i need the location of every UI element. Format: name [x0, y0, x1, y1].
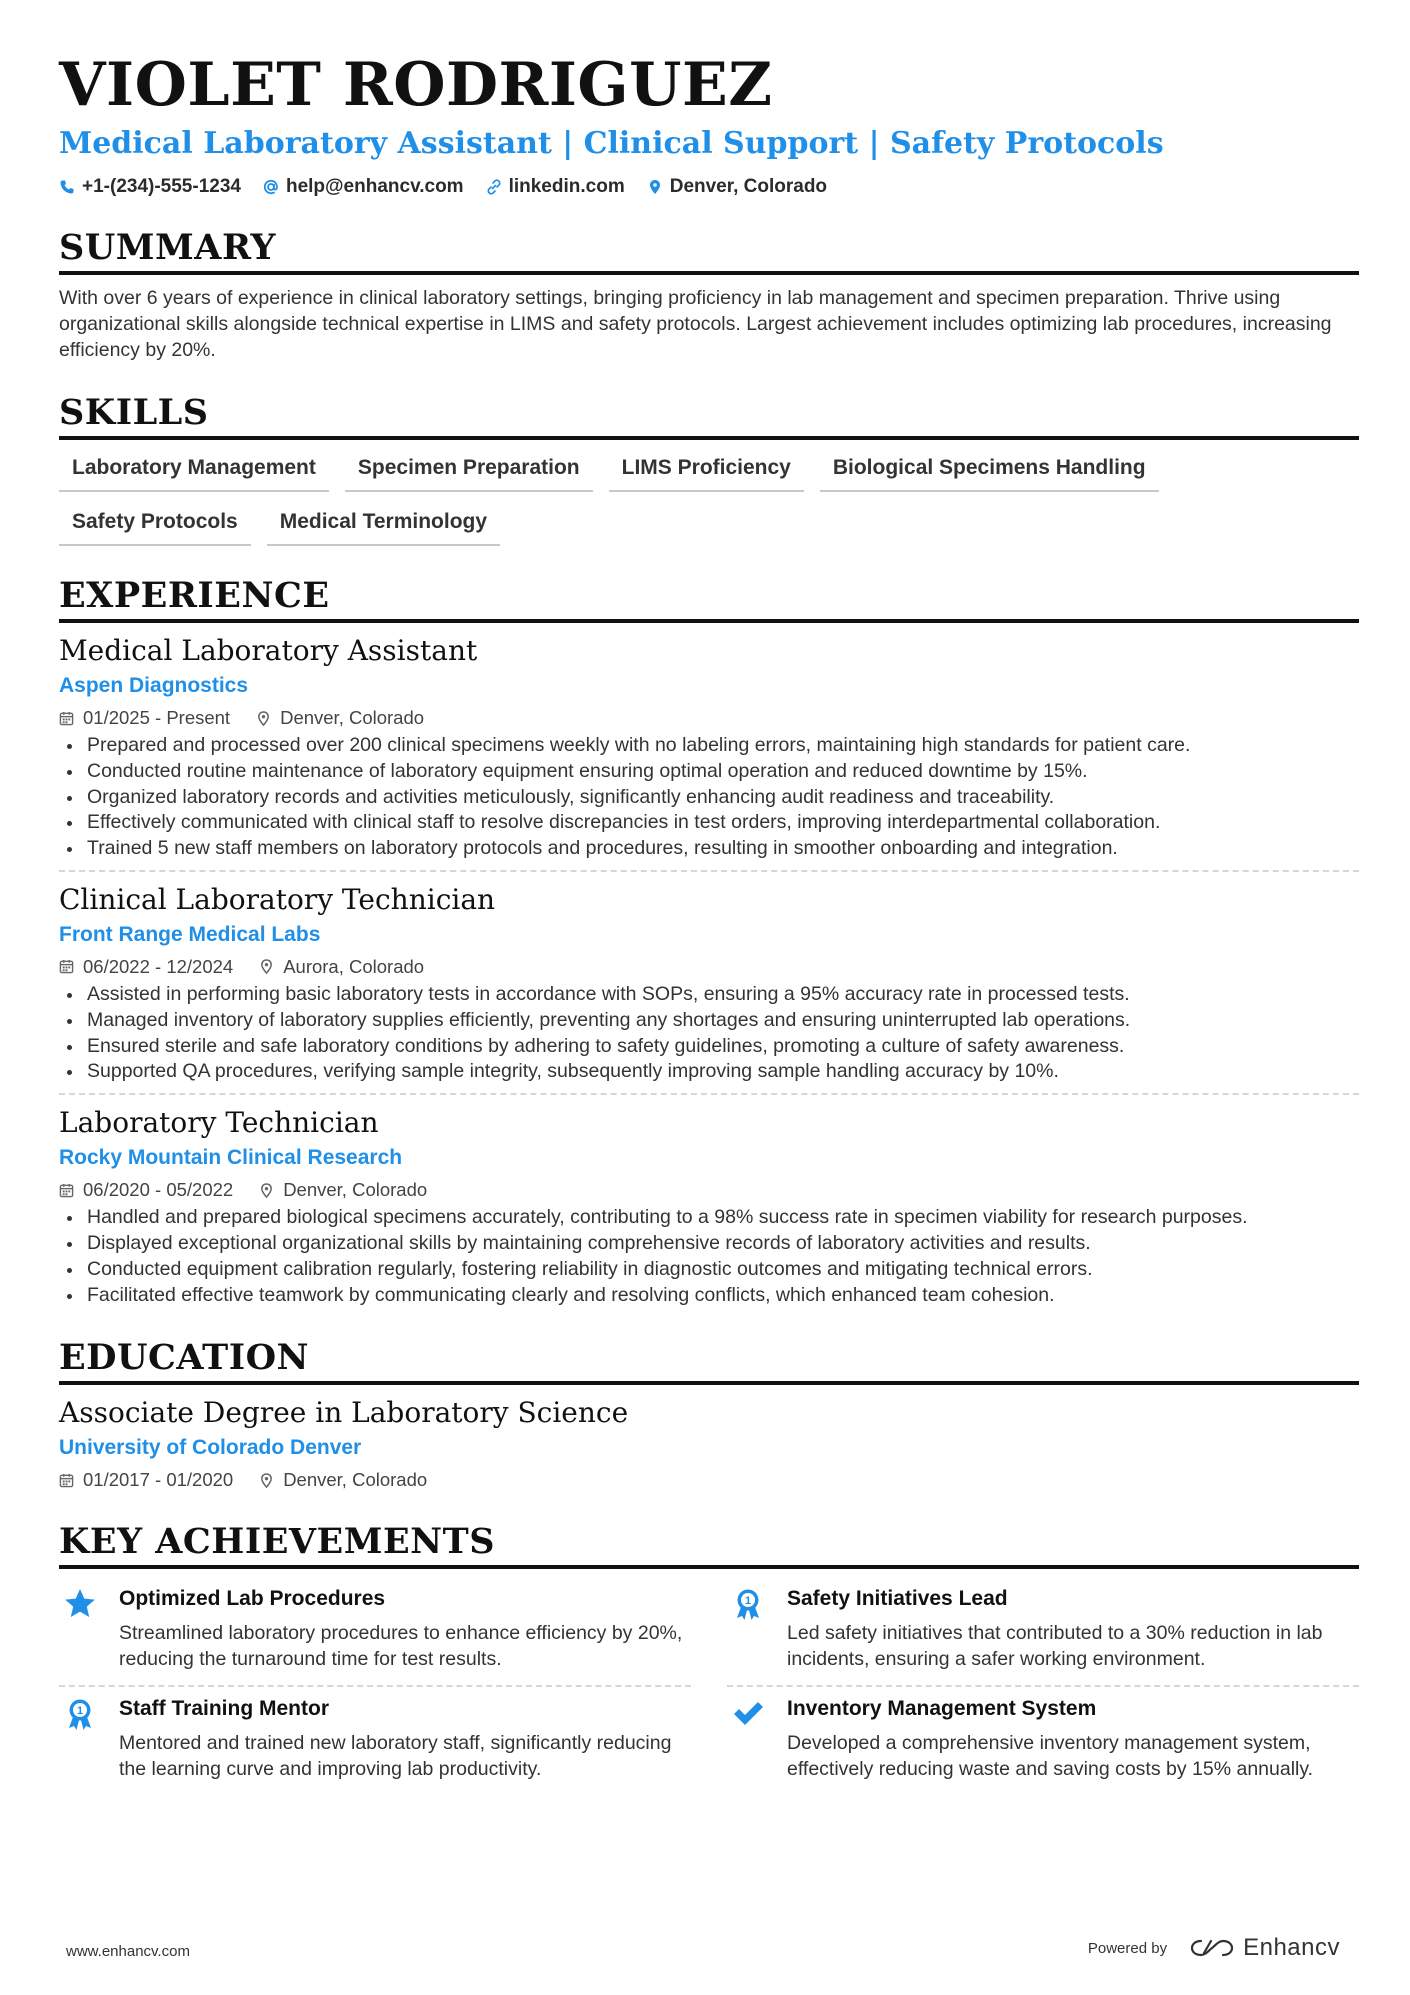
contact-location	[647, 176, 827, 198]
company-name[interactable]: Rocky Mountain Clinical Research	[59, 1146, 403, 1170]
location-pin-icon	[259, 959, 274, 974]
achievement-item	[727, 1687, 1359, 1795]
brand-name: Enhancv	[1243, 1934, 1340, 1961]
achievement-item	[59, 1687, 691, 1795]
list-item: Ensured sterile and safe laboratory conditions by adhering to safety guidelines, promoting a culture of safety awareness.	[59, 1034, 1359, 1060]
achievements-title: KEY ACHIEVEMENTS	[59, 1522, 1359, 1569]
job-meta	[59, 955, 1359, 979]
list-item: Effectively communicated with clinical staff to resolve discrepancies in test orders, improving interdepartmental collaboration.	[59, 810, 1359, 836]
job-role: Medical Laboratory Assistant	[59, 634, 478, 667]
education-item	[59, 1395, 1359, 1492]
at-sign-icon	[263, 179, 279, 195]
summary-text: With over 6 years of experience in clinical laboratory settings, bringing proficiency in lab management and specimen preparation. Thrive using organizational skills alongside technical expertise in LIMS and safety protocols. Largest achievement includes optimizing lab procedures, increasing efficiency by 20%.	[59, 287, 1332, 361]
powered-by-text: Powered by	[1087, 1939, 1168, 1957]
contact-phone[interactable]	[59, 176, 241, 198]
job-meta	[59, 706, 1359, 730]
skills-section	[59, 393, 1359, 546]
achievements-grid	[59, 1577, 1359, 1794]
achievement-desc: Mentored and trained new laboratory staff, significantly reducing the learning curve and improving lab productivity.	[119, 1731, 672, 1780]
job-bullets	[59, 733, 1359, 862]
contact-email[interactable]	[263, 176, 464, 198]
skill-tag: Safety Protocols	[59, 506, 251, 546]
company-name[interactable]: Front Range Medical Labs	[59, 922, 321, 946]
calendar-icon	[59, 959, 74, 974]
achievement-desc: Streamlined laboratory procedures to enhance efficiency by 20%, reducing the turnaround time for test results.	[119, 1622, 683, 1671]
footer-website[interactable]: www.enhancv.com	[66, 1943, 190, 1960]
education-section	[59, 1338, 1359, 1492]
phone-text: +1-(234)-555-1234	[82, 176, 241, 197]
education-location: Denver, Colorado	[283, 1469, 428, 1491]
job-location: Denver, Colorado	[283, 1179, 428, 1201]
achievement-title: Safety Initiatives Lead	[787, 1587, 1008, 1611]
list-item: Displayed exceptional organizational skills by maintaining comprehensive records of laboratory activities and results.	[59, 1231, 1359, 1257]
skill-tag: Specimen Preparation	[345, 452, 593, 492]
education-dates: 01/2017 - 01/2020	[83, 1469, 234, 1491]
list-item: Facilitated effective teamwork by communicating clearly and resolving conflicts, which enhanced team cohesion.	[59, 1283, 1359, 1309]
email-text: help@enhancv.com	[285, 176, 464, 197]
company-name[interactable]: Aspen Diagnostics	[59, 674, 249, 697]
enhancv-logo-icon	[1189, 1935, 1235, 1961]
candidate-headline: Medical Laboratory Assistant | Clinical Support | Safety Protocols	[59, 126, 1164, 161]
job-dates: 06/2022 - 12/2024	[83, 955, 234, 977]
school-name[interactable]: University of Colorado Denver	[59, 1436, 362, 1460]
list-item: Assisted in performing basic laboratory tests in accordance with SOPs, ensuring a 95% accuracy rate in processed tests.	[59, 982, 1359, 1008]
checkmark-icon	[731, 1697, 765, 1731]
phone-icon	[59, 179, 75, 195]
candidate-name: VIOLET RODRIGUEZ	[59, 50, 773, 120]
skill-tag: Medical Terminology	[267, 506, 500, 546]
contact-row	[59, 176, 1359, 198]
skill-tag: Biological Specimens Handling	[820, 452, 1159, 492]
resume-page	[59, 48, 1359, 1795]
svg-text:1: 1	[744, 1595, 752, 1608]
location-pin-icon	[259, 1473, 274, 1488]
job-bullets	[59, 1205, 1359, 1308]
location-text: Denver, Colorado	[669, 176, 828, 197]
achievement-title: Optimized Lab Procedures	[119, 1587, 386, 1611]
job-location: Aurora, Colorado	[283, 955, 425, 977]
list-item: Trained 5 new staff members on laboratory protocols and procedures, resulting in smoother onboarding and integration.	[59, 836, 1359, 862]
list-item: Supported QA procedures, verifying sample integrity, subsequently improving sample handling accuracy by 10%.	[59, 1059, 1359, 1085]
job-location: Denver, Colorado	[280, 707, 425, 728]
skills-list	[59, 452, 1359, 546]
linkedin-text: linkedin.com	[508, 176, 625, 197]
job-bullets	[59, 982, 1359, 1085]
achievement-desc: Led safety initiatives that contributed to a 30% reduction in lab incidents, ensuring a safer working environment.	[787, 1622, 1323, 1671]
job-role: Clinical Laboratory Technician	[59, 882, 496, 916]
link-icon	[486, 179, 502, 195]
list-item: Organized laboratory records and activities meticulously, significantly enhancing audit readiness and traceability.	[59, 785, 1359, 811]
job-dates: 06/2020 - 05/2022	[83, 1179, 234, 1201]
achievement-item	[727, 1577, 1359, 1687]
contact-linkedin[interactable]	[486, 176, 625, 198]
calendar-icon	[59, 711, 74, 726]
experience-item	[59, 870, 1359, 1085]
star-icon	[63, 1587, 97, 1621]
list-item: Handled and prepared biological specimens accurately, contributing to a 98% success rate in specimen viability for research purposes.	[59, 1205, 1359, 1231]
skills-title: SKILLS	[59, 393, 1359, 440]
education-title: EDUCATION	[59, 1338, 1359, 1385]
education-meta	[59, 1468, 1359, 1492]
list-item: Managed inventory of laboratory supplies efficiently, preventing any shortages and ensuring uninterrupted lab operations.	[59, 1008, 1359, 1034]
job-role: Laboratory Technician	[59, 1106, 379, 1140]
location-pin-icon	[256, 711, 271, 726]
job-dates: 01/2025 - Present	[83, 707, 231, 728]
svg-text:1: 1	[76, 1704, 84, 1717]
location-pin-icon	[259, 1183, 274, 1198]
achievement-title: Staff Training Mentor	[119, 1696, 329, 1720]
list-item: Prepared and processed over 200 clinical specimens weekly with no labeling errors, maintaining high standards for patient care.	[59, 733, 1359, 759]
calendar-icon	[59, 1473, 74, 1488]
achievements-section	[59, 1522, 1359, 1794]
summary-title: SUMMARY	[59, 228, 1359, 275]
location-pin-icon	[647, 179, 663, 195]
degree-name: Associate Degree in Laboratory Science	[59, 1396, 629, 1430]
experience-item	[59, 1093, 1359, 1308]
achievement-desc: Developed a comprehensive inventory management system, effectively reducing waste and saving costs by 15% annually.	[787, 1731, 1314, 1780]
calendar-icon	[59, 1183, 74, 1198]
experience-item	[59, 633, 1359, 862]
award-ribbon-icon	[731, 1587, 765, 1621]
footer-branding	[1088, 1934, 1340, 1962]
achievement-item	[59, 1577, 691, 1687]
list-item: Conducted routine maintenance of laboratory equipment ensuring optimal operation and reduced downtime by 15%.	[59, 759, 1359, 785]
award-ribbon-icon	[63, 1697, 97, 1731]
brand-logo[interactable]	[1189, 1934, 1340, 1962]
achievement-title: Inventory Management System	[787, 1696, 1097, 1720]
summary-section	[59, 228, 1359, 363]
skill-tag: Laboratory Management	[59, 452, 329, 492]
experience-section	[59, 576, 1359, 1308]
skill-tag: LIMS Proficiency	[609, 452, 804, 492]
experience-title: EXPERIENCE	[59, 576, 1359, 623]
job-meta	[59, 1178, 1359, 1202]
list-item: Conducted equipment calibration regularly, fostering reliability in diagnostic outcomes and mitigating technical errors.	[59, 1257, 1359, 1283]
